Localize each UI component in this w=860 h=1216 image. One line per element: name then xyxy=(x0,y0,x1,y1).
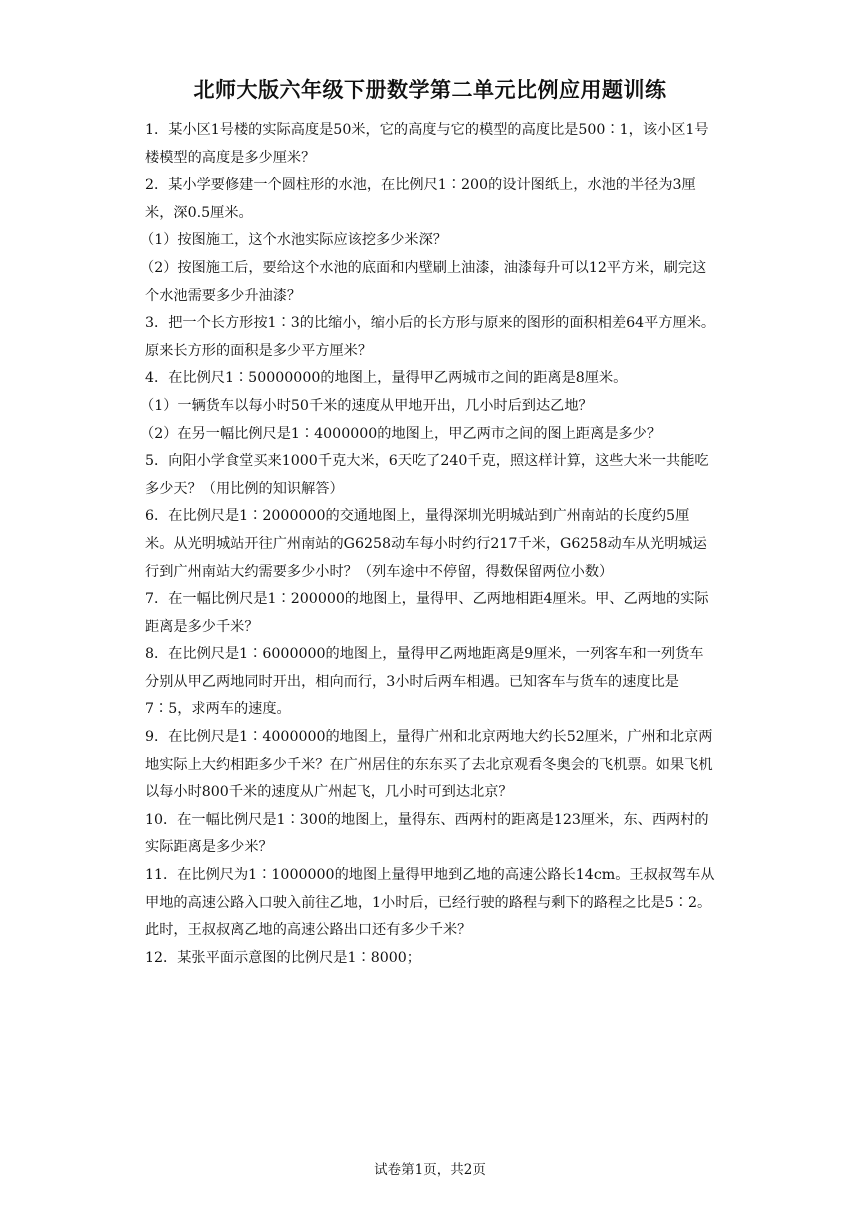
problem-5: 5．向阳小学食堂买来1000千克大米，6天吃了240千克，照这样计算，这些大米一共能吃多少天？（用比例的知识解答） xyxy=(145,453,709,497)
problem-2-part-1: （1）按图施工，这个水池实际应该挖多少米深？ xyxy=(140,232,447,249)
problem-3: 3．把一个长方形按1∶3的比缩小，缩小后的长方形与原来的图形的面积相差64平方厘米。原来长方形的面积是多少平方厘米？ xyxy=(145,315,716,359)
problem-4: 4．在比例尺1∶50000000的地图上，量得甲乙两城市之间的距离是8厘米。 xyxy=(145,370,628,387)
problem-4-part-1: （1）一辆货车以每小时50千米的速度从甲地开出，几小时后到达乙地？ xyxy=(140,397,593,414)
problem-9: 9．在比例尺是1∶4000000的地图上，量得广州和北京两地大约长52厘米，广州和北京两地实际上大约相距多少千米？在广州居住的东东买了去北京观看冬奥会的飞机票。如果飞机以每小时800千米的速度从广州起飞，几小时可到达北京？ xyxy=(145,729,713,801)
problem-10: 10．在一幅比例尺是1∶300的地图上，量得东、西两村的距离是123厘米，东、西两村的实际距离是多少米？ xyxy=(145,811,709,856)
problem-2: 2．某小学要修建一个圆柱形的水池，在比例尺1∶200的设计图纸上，水池的半径为3厘米，深0.5厘米。 xyxy=(145,177,696,221)
problem-list xyxy=(140,117,717,972)
problem-2-part-2: （2）按图施工后，要给这个水池的底面和内壁刷上油漆，油漆每升可以12平方米，刷完这个水池需要多少升油漆？ xyxy=(140,259,707,304)
problem-8: 8．在比例尺是1∶6000000的地图上，量得甲乙两地距离是9厘米，一列客车和一列货车分别从甲乙两地同时开出，相向而行，3小时后两车相遇。已知客车与货车的速度比是7∶5，求两车的速度。 xyxy=(145,646,704,718)
problem-1: 1．某小区1号楼的实际高度是50米，它的高度与它的模型的高度比是500∶1，该小区1号楼模型的高度是多少厘米？ xyxy=(145,122,709,166)
problem-4-part-2: （2）在另一幅比例尺是1∶4000000的地图上，甲乙两市之间的图上距离是多少？ xyxy=(140,425,662,442)
page-title: 北师大版六年级下册数学第二单元比例应用题训练 xyxy=(193,78,667,102)
problem-11: 11．在比例尺为1∶1000000的地图上量得甲地到乙地的高速公路长14cm。王叔叔驾车从甲地的高速公路入口驶入前往乙地，1小时后，已经行驶的路程与剩下的路程之比是5∶2。此时，王叔叔离乙地的高速公路出口还有多少千米？ xyxy=(145,867,715,939)
problem-6: 6．在比例尺是1∶2000000的交通地图上，量得深圳光明城站到广州南站的长度约5厘米。从光明城站开往广州南站的G6258动车每小时约行217千米，G6258动车从光明城运行到广州南站大约需要多少小时？（列车途中不停留，得数保留两位小数） xyxy=(145,508,707,580)
problem-12: 12．某张平面示意图的比例尺是1∶8000； xyxy=(145,949,421,966)
problem-7: 7．在一幅比例尺是1∶200000的地图上，量得甲、乙两地相距4厘米。甲、乙两地的实际距离是多少千米？ xyxy=(145,591,709,635)
page-footer: 试卷第1页，共2页 xyxy=(374,1162,486,1178)
